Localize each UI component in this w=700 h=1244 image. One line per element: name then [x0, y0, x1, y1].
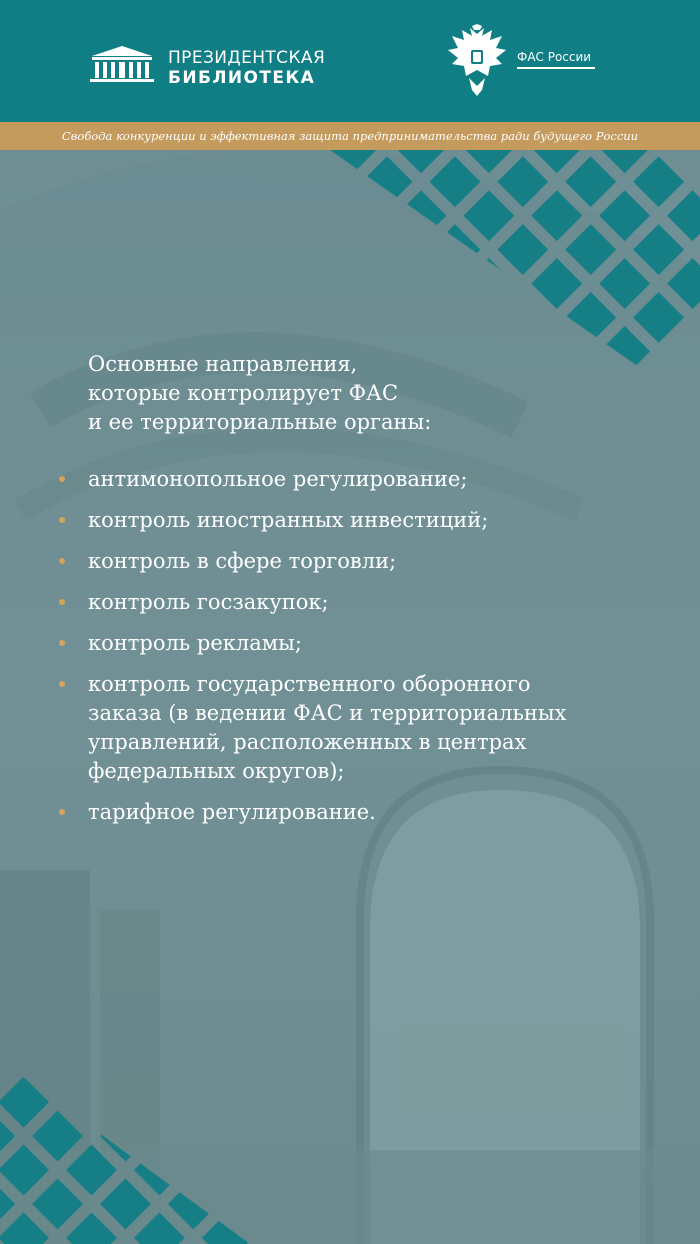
bullet-dot-icon [59, 517, 65, 523]
intro-line: Основные направления, [88, 352, 358, 376]
intro-line: и ее территориальные органы: [88, 410, 432, 434]
list-item-text: контроль госзакупок; [88, 590, 329, 614]
header [0, 0, 700, 122]
list-item-text-line: контроль государственного оборонного [88, 672, 531, 696]
bullet-dot-icon [59, 599, 65, 605]
list-item [88, 465, 658, 494]
list-item-text: антимонопольное регулирование; [88, 467, 468, 491]
directions-list [88, 465, 658, 827]
list-item-text-line: заказа (в ведении ФАС и территориальных [88, 701, 567, 725]
content-block [88, 350, 658, 839]
library-name [168, 48, 325, 88]
slogan-band: Свобода конкуренции и эффективная защита предпринимательства ради будущего России [0, 122, 700, 150]
list-item [88, 629, 658, 658]
list-item [88, 798, 658, 827]
library-name-line2: БИБЛИОТЕКА [168, 68, 316, 88]
list-item [88, 547, 658, 576]
bullet-dot-icon [59, 476, 65, 482]
intro-heading [88, 350, 658, 437]
double-headed-eagle-icon [442, 24, 512, 100]
bullet-dot-icon [59, 809, 65, 815]
fas-name: ФАС России [517, 50, 595, 69]
list-item [88, 588, 658, 617]
list-item [88, 670, 658, 786]
list-item-text-line: управлений, расположенных в центрах [88, 730, 527, 754]
list-item-text: тарифное регулирование. [88, 800, 376, 824]
bullet-dot-icon [59, 558, 65, 564]
list-item-text: контроль рекламы; [88, 631, 302, 655]
bullet-dot-icon [59, 681, 65, 687]
intro-line: которые контролирует ФАС [88, 381, 399, 405]
list-item-text-line: федеральных округов); [88, 759, 345, 783]
list-item [88, 506, 658, 535]
list-item-text: контроль иностранных инвестиций; [88, 508, 489, 532]
library-name-line1: ПРЕЗИДЕНТСКАЯ [168, 48, 326, 68]
bullet-dot-icon [59, 640, 65, 646]
library-building-icon [88, 44, 156, 84]
list-item-text: контроль в сфере торговли; [88, 549, 397, 573]
